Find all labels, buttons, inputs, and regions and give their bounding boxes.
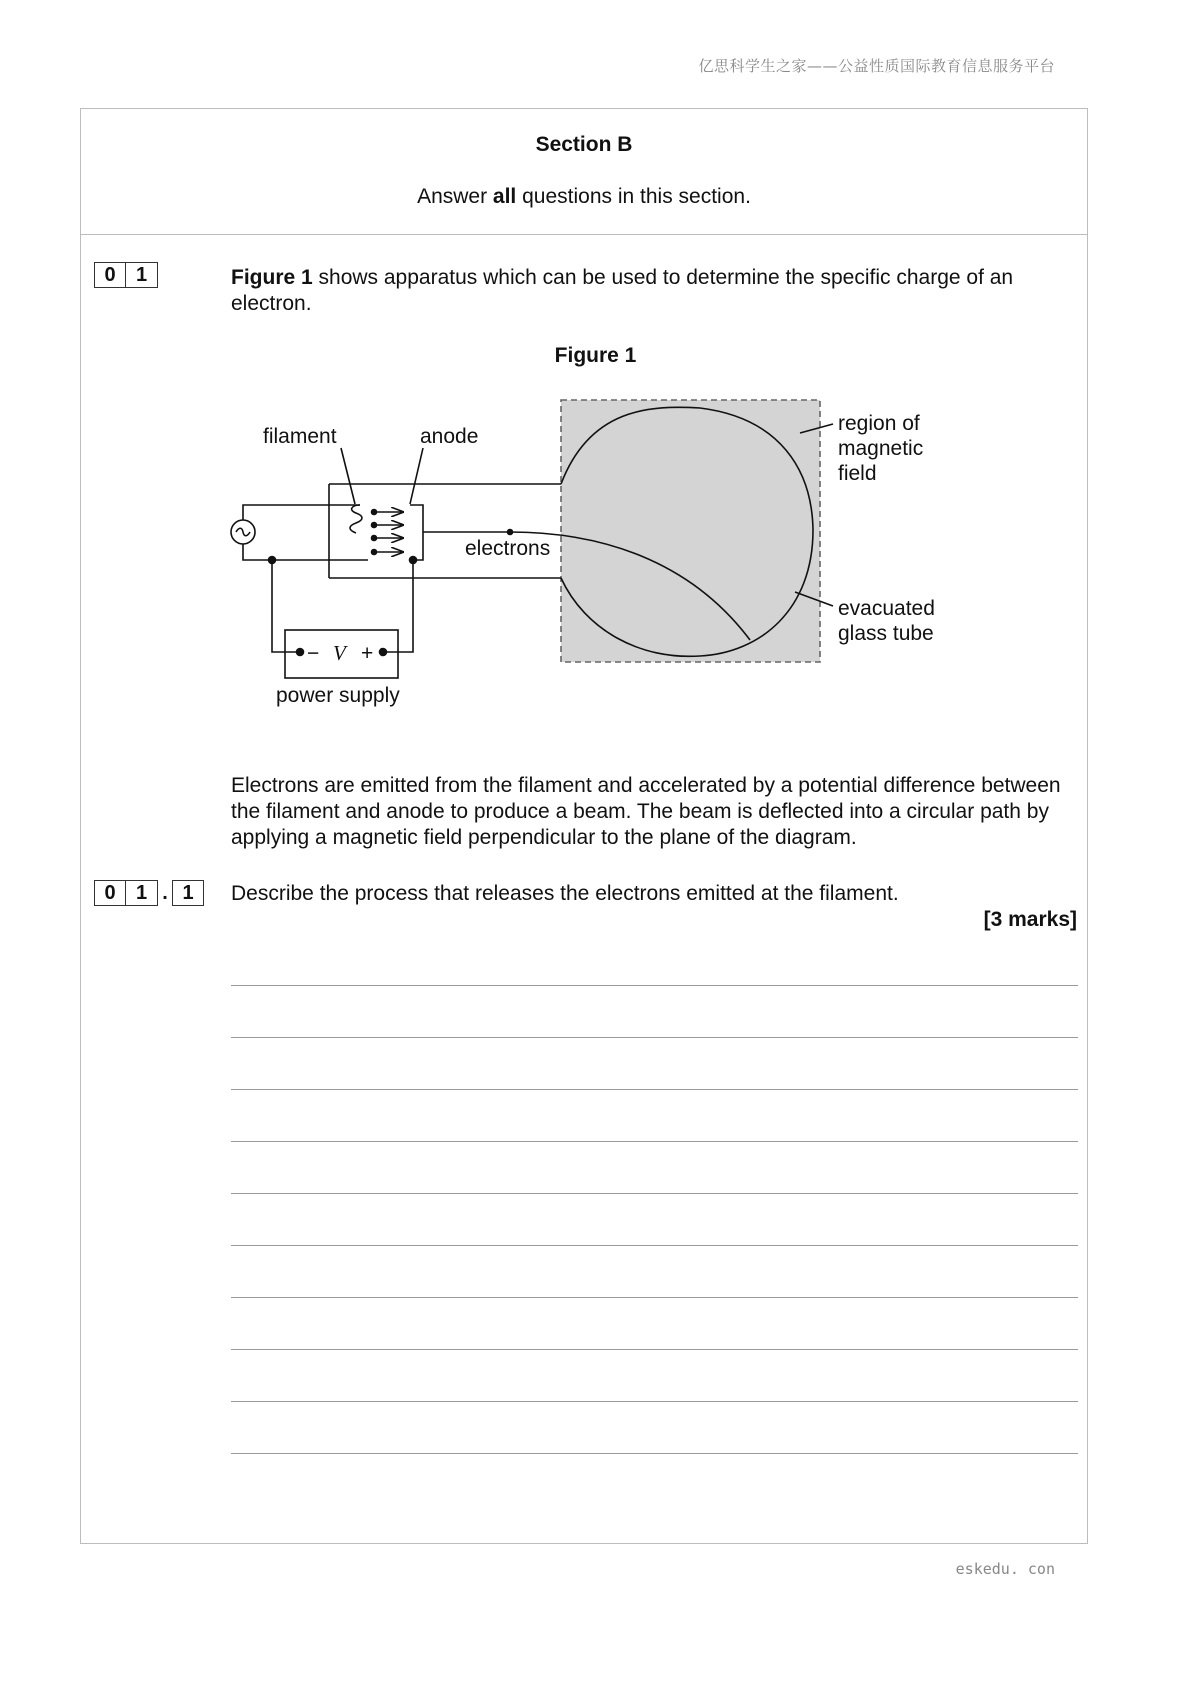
question-digit: 1 bbox=[126, 262, 158, 288]
label-filament: filament bbox=[263, 425, 337, 448]
label-anode: anode bbox=[420, 425, 479, 448]
anode-plate bbox=[410, 505, 423, 560]
question-intro-text: shows apparatus which can be used to determine the specific charge of an electron. bbox=[231, 266, 1014, 315]
label-region-2: magnetic bbox=[838, 437, 924, 460]
subquestion-digit: 1 bbox=[126, 880, 158, 906]
supply-circuit bbox=[272, 560, 413, 652]
footer-watermark: eskedu. con bbox=[955, 1560, 1055, 1578]
magnetic-field-region bbox=[561, 400, 820, 662]
label-tube-1: evacuated bbox=[838, 597, 935, 620]
label-region-1: region of bbox=[838, 412, 920, 435]
label-region-3: field bbox=[838, 462, 877, 485]
subquestion-prompt: Describe the process that releases the electrons emitted at the filament. bbox=[231, 882, 899, 905]
glass-tube-neck bbox=[329, 484, 561, 578]
figure-title: Figure 1 bbox=[554, 344, 637, 367]
label-power-supply: power supply bbox=[276, 684, 400, 707]
supply-plus-sign: + bbox=[361, 642, 374, 665]
answer-line[interactable] bbox=[231, 1453, 1078, 1454]
answer-line[interactable] bbox=[231, 1089, 1078, 1090]
answer-line[interactable] bbox=[231, 1193, 1078, 1194]
instruction-bold: all bbox=[492, 185, 517, 208]
section-title: Section B bbox=[535, 133, 633, 156]
answer-line[interactable] bbox=[231, 1349, 1078, 1350]
subquestion-digit: 0 bbox=[94, 880, 126, 906]
subquestion-digit: 1 bbox=[172, 880, 204, 906]
filament-coil bbox=[350, 505, 362, 533]
subquestion-number-box bbox=[94, 880, 204, 906]
instruction-post: questions in this section. bbox=[516, 185, 751, 208]
question-digit: 0 bbox=[94, 262, 126, 288]
apparatus-diagram bbox=[0, 0, 1191, 760]
answer-line[interactable] bbox=[231, 1141, 1078, 1142]
answer-line[interactable] bbox=[231, 1037, 1078, 1038]
marks-label: [3 marks] bbox=[983, 908, 1077, 931]
electron-arrows bbox=[372, 510, 405, 555]
answer-line[interactable] bbox=[231, 1245, 1078, 1246]
label-electrons: electrons bbox=[465, 537, 551, 560]
question-description: Electrons are emitted from the filament and accelerated by a potential difference between the filament and anode to produce a beam. The beam is deflected into a circular path by applying a magnetic field perpendicular to the plane of the diagram. bbox=[231, 774, 1061, 849]
subquestion-separator: . bbox=[162, 882, 168, 904]
answer-line[interactable] bbox=[231, 1401, 1078, 1402]
supply-minus-sign: − bbox=[307, 642, 320, 665]
answer-line[interactable] bbox=[231, 985, 1078, 986]
figure-reference: Figure 1 bbox=[231, 266, 313, 289]
instruction-pre: Answer bbox=[417, 185, 493, 208]
supply-voltage-symbol: V bbox=[333, 641, 346, 665]
answer-line[interactable] bbox=[231, 1297, 1078, 1298]
header-watermark: 亿思科学生之家——公益性质国际教育信息服务平台 bbox=[698, 57, 1055, 75]
label-tube-2: glass tube bbox=[838, 622, 934, 645]
heater-circuit bbox=[243, 505, 368, 560]
